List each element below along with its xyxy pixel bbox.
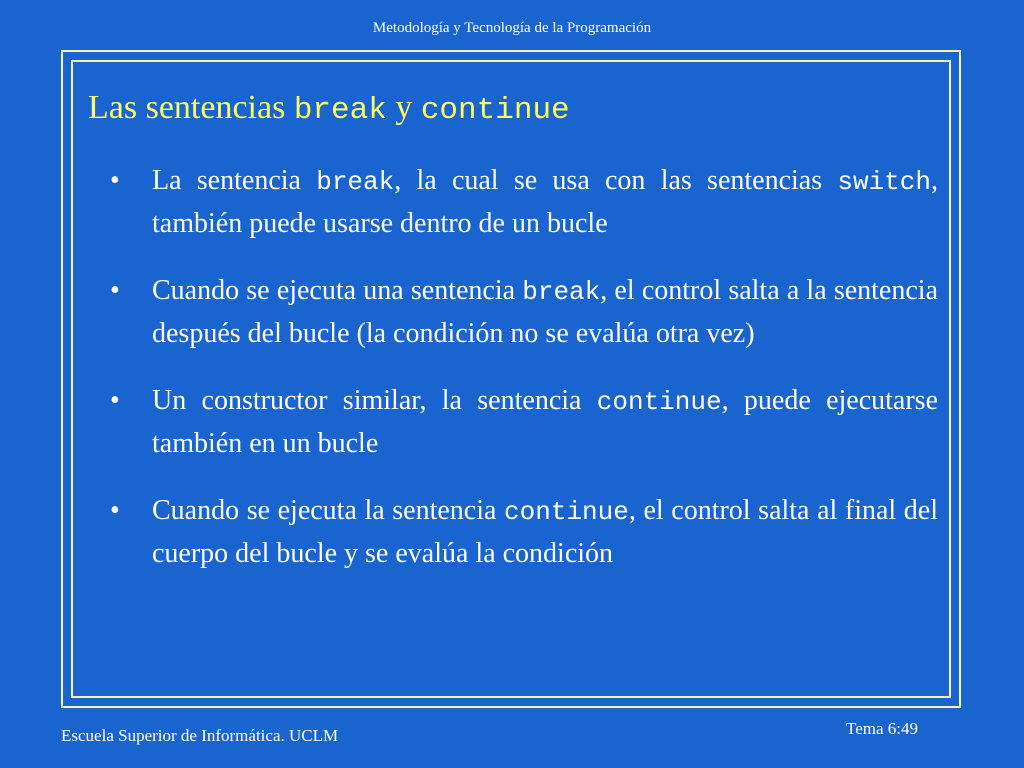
bullet-item-4 <box>110 490 938 575</box>
title-code-break: break <box>293 93 387 128</box>
bullet-marker: • <box>110 385 120 416</box>
bullet-list <box>110 160 938 600</box>
title-prefix: Las sentencias <box>88 89 294 126</box>
bullet-item-3 <box>110 380 938 465</box>
bullet-item-1 <box>110 160 938 245</box>
bullet-text: La sentencia <box>152 165 317 196</box>
code-keyword: continue <box>504 497 629 527</box>
bullet-text: Un constructor similar, la sentencia <box>152 385 597 416</box>
bullet-text: Cuando se ejecuta la sentencia <box>152 495 505 526</box>
bullet-text: , la cual se usa con las sentencias <box>394 165 838 196</box>
title-conjunction: y <box>386 89 421 126</box>
bullet-marker: • <box>110 165 120 196</box>
slide-title <box>88 88 570 129</box>
institution-footer: Escuela Superior de Informática. UCLM <box>61 726 339 745</box>
bullet-text: Cuando se ejecuta una sentencia <box>152 275 523 306</box>
bullet-text: , puede ejecutarse también en un bucle <box>152 385 938 459</box>
bullet-marker: • <box>110 495 120 526</box>
code-keyword: continue <box>596 387 722 417</box>
course-header: Metodología y Tecnología de la Programación <box>372 20 652 36</box>
bullet-item-2 <box>110 270 938 355</box>
bullet-text: , el control salta al final del cuerpo del bucle y se evalúa la condición <box>152 495 938 569</box>
bullet-marker: • <box>110 275 120 306</box>
page-number: Tema 6:49 <box>846 719 918 738</box>
code-keyword: break <box>316 167 395 197</box>
bullet-text: , también puede usarse dentro de un bucle <box>152 165 938 239</box>
bullet-text: , el control salta a la sentencia después del bucle (la condición no se evalúa otra vez) <box>152 275 938 349</box>
code-keyword: switch <box>837 167 931 197</box>
code-keyword: break <box>522 277 601 307</box>
title-code-continue: continue <box>420 93 570 128</box>
